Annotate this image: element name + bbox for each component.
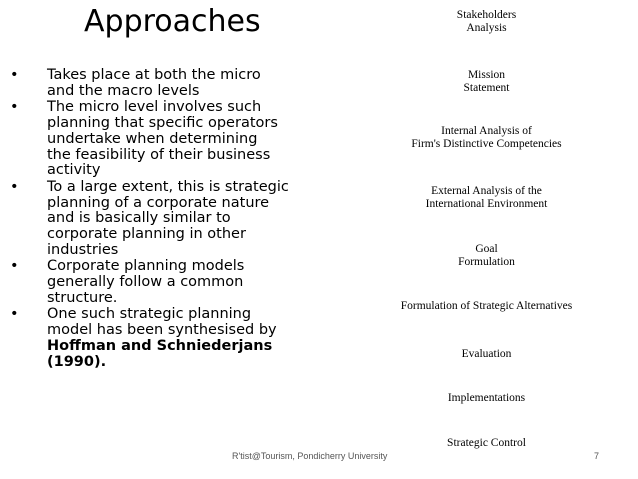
bullet-item xyxy=(10,259,310,306)
flow-step-strategic-control: Strategic Control xyxy=(447,437,526,449)
flow-step-implementations: Implementations xyxy=(447,392,526,404)
planning-flowchart xyxy=(354,0,619,460)
bullet-marker: • xyxy=(10,99,19,116)
flow-step-strategic-alternatives: Formulation of Strategic Alternatives xyxy=(400,300,573,312)
page-number: 7 xyxy=(594,451,600,461)
bullet-item xyxy=(10,100,310,179)
footer-credit: R'tist@Tourism, Pondicherry University xyxy=(232,451,388,461)
flow-step-goal-formulation: Goal Formulation xyxy=(458,243,515,268)
citation-authors: Hoffman and Schniederjans (1990). xyxy=(47,337,273,370)
bullet-marker: • xyxy=(10,258,19,275)
flow-step-mission-statement: Mission Statement xyxy=(463,69,510,94)
slide-title: Approaches xyxy=(84,4,261,39)
bullet-marker: • xyxy=(10,306,19,323)
flow-step-internal-analysis: Internal Analysis of Firm's Distinctive Competencies xyxy=(411,125,562,150)
bullet-list xyxy=(10,68,310,371)
bullet-text: Takes place at both the micro and the macro levels xyxy=(47,67,261,99)
bullet-item xyxy=(10,180,310,259)
bullet-item xyxy=(10,68,310,100)
flow-step-external-analysis: External Analysis of the International Environment xyxy=(425,185,548,210)
bullet-marker: • xyxy=(10,67,19,83)
bullet-text: To a large extent, this is strategic planning of a corporate nature and is basically similar to corporate planning in other industries xyxy=(47,178,289,258)
bullet-text: The micro level involves such planning that specific operators undertake when determining the feasibility of their business activity xyxy=(47,99,278,179)
bullet-text: Corporate planning models generally follow a common structure. xyxy=(47,258,245,306)
bullet-item xyxy=(10,307,310,370)
bullet-text: One such strategic planning model has been synthesised by xyxy=(47,306,277,339)
flow-step-evaluation: Evaluation xyxy=(461,348,512,360)
flow-step-stakeholders-analysis: Stakeholders Analysis xyxy=(456,9,517,34)
bullet-marker: • xyxy=(10,178,19,195)
